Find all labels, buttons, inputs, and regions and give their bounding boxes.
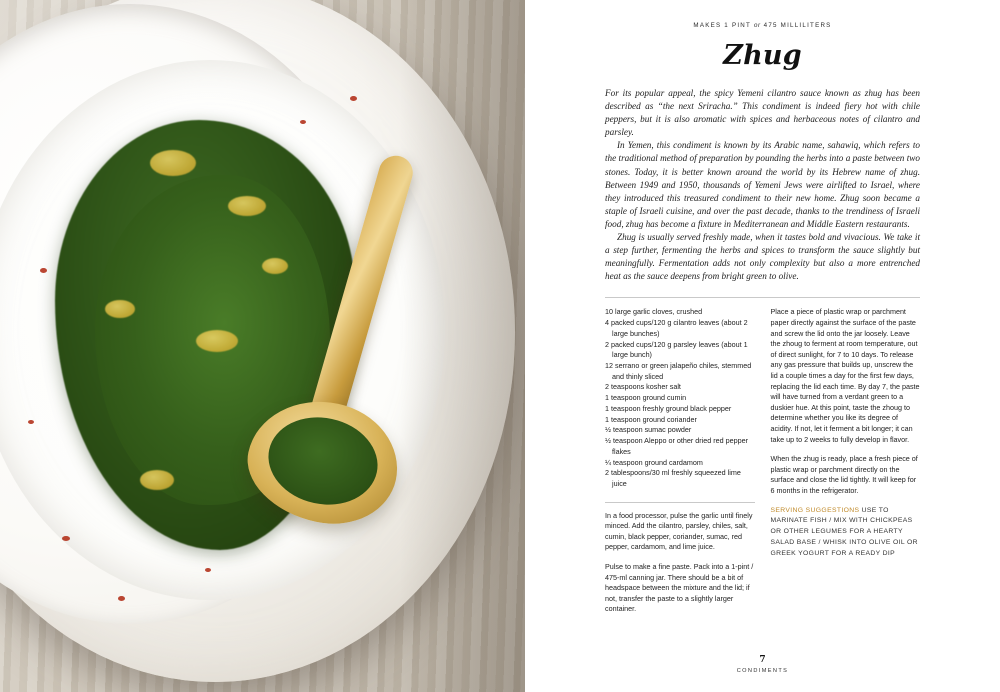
- folio: [525, 655, 1000, 674]
- serving-suggestions: [771, 506, 921, 560]
- oil-droplet: [196, 330, 238, 352]
- ingredient-item: ½ teaspoon Aleppo or other dried red pepper flakes: [605, 436, 749, 456]
- oil-droplet: [140, 470, 174, 490]
- ingredient-item: 1 teaspoon ground coriander: [605, 414, 697, 424]
- recipe-text-page: [525, 0, 1000, 692]
- chili-flake: [300, 120, 306, 124]
- serving-suggestions-label: SERVING SUGGESTIONS: [770, 506, 860, 514]
- section-divider: [605, 297, 920, 298]
- oil-droplet: [150, 150, 196, 176]
- ingredient-item: 2 teaspoons kosher salt: [605, 382, 681, 392]
- page-title: Zhug: [723, 40, 802, 71]
- page-number: 7: [759, 655, 766, 665]
- ingredient-list: [605, 307, 755, 489]
- yield-prefix: MAKES 1 PINT: [693, 22, 751, 29]
- yield-or: or: [753, 22, 761, 29]
- chili-flake: [40, 268, 47, 273]
- chili-flake: [205, 568, 211, 572]
- ingredient-item: 12 serrano or green jalapeño chiles, stemmed and thinly sliced: [605, 360, 752, 381]
- chili-flake: [350, 96, 357, 101]
- headnote-paragraph: Zhug is usually served freshly made, when it tastes bold and vivacious. We take it a step further, fermenting the herbs and spices to transform the sauce slightly but meaningfully. Fermentation adds not only complexity but also a more entrenched heat as the sauce deepens from bright green to olive.: [605, 232, 920, 282]
- ingredient-item: 2 tablespoons/30 ml freshly squeezed lime juice: [605, 468, 741, 488]
- right-column: [771, 307, 921, 624]
- instruction-paragraph: In a food processor, pulse the garlic until finely minced. Add the cilantro, parsley, chiles, salt, cumin, black pepper, coriander, sumac, red pepper, cardamom, and lime juice.: [605, 510, 753, 552]
- ingredient-item: 1 teaspoon freshly ground black pepper: [605, 403, 732, 413]
- oil-droplet: [228, 196, 266, 216]
- ingredient-item: ½ teaspoon sumac powder: [605, 425, 692, 435]
- ingredient-item: ¼ teaspoon ground cardamom: [605, 457, 703, 467]
- oil-droplet: [262, 258, 288, 274]
- headnote-paragraph: For its popular appeal, the spicy Yemeni cilantro sauce known as zhug has been described as “the next Sriracha.” This condiment is indeed fiery hot with chile peppers, but it is also aromatic with spices and herbaceous notes of cilantro and parsley.: [605, 88, 920, 138]
- ingredient-item: 10 large garlic cloves, crushed: [605, 307, 703, 317]
- instruction-paragraph: When the zhug is ready, place a fresh piece of plastic wrap or parchment directly on the surface and close the lid tightly. It will keep for 6 months in the refrigerator.: [770, 454, 918, 495]
- recipe-columns: [605, 307, 920, 624]
- yield-suffix: 475 MILLILITERS: [763, 22, 832, 29]
- oil-droplet: [105, 300, 135, 318]
- ingredient-item: 4 packed cups/120 g cilantro leaves (about 2 large bunches): [605, 318, 748, 338]
- left-column: [605, 307, 755, 624]
- chili-flake: [62, 536, 70, 541]
- ingredient-item: 1 teaspoon ground cumin: [605, 393, 687, 403]
- ingredient-item: 2 packed cups/120 g parsley leaves (about 1 large bunch): [605, 339, 748, 360]
- chili-flake: [118, 596, 125, 601]
- instruction-paragraph: Place a piece of plastic wrap or parchment paper directly against the surface of the paste and screw the lid onto the jar loosely. Leave the zhoug to ferment at room temperature, out of direct sunlight, for 7 to 10 days. To release any gas pressure that builds up, unscrew the lid a couple times a day for the first few days, replacing the lid each time. By day 7, the paste will have turned from a verdant green to a duskier hue. At this point, taste the zhoug to determine whether you like its degree of acidity. If not, let it ferment a bit longer; it can take up to 2 weeks to fully develop in flavor.: [770, 307, 920, 444]
- instruction-paragraph: Pulse to make a fine paste. Pack into a 1-pint / 475-ml canning jar. There should be a bit of headspace between the mixture and the lid; if not, transfer the paste to a slightly larger container.: [605, 561, 754, 614]
- yield-kicker: [605, 22, 920, 29]
- serving-suggestions-text: USE TO MARINATE FISH / MIX WITH CHICKPEAS OR OTHER LEGUMES FOR A HEARTY SALAD BASE / WHISK INTO OLIVE OIL OR GREEK YOGURT FOR A READY DIP: [770, 506, 918, 557]
- headnote-paragraph: In Yemen, this condiment is known by its Arabic name, sahawiq, which refers to the traditional method of preparation by pounding the herbs into a paste between two stones. Today, it is better known around the world by its Hebrew name of zhug. Between 1949 and 1950, thousands of Yemeni Jews were airlifted to Israel, where they introduced this treasured condiment to their new home. Zhug soon became a staple of Israeli cuisine, and over the past decade, thanks to the trendiness of Israeli food, zhug has become a fixture in Mediterranean and Middle Eastern restaurants.: [605, 140, 920, 229]
- chili-flake: [28, 420, 34, 424]
- section-name: CONDIMENTS: [736, 668, 789, 674]
- ingredients-divider: [605, 502, 755, 503]
- recipe-headnote: [605, 87, 920, 283]
